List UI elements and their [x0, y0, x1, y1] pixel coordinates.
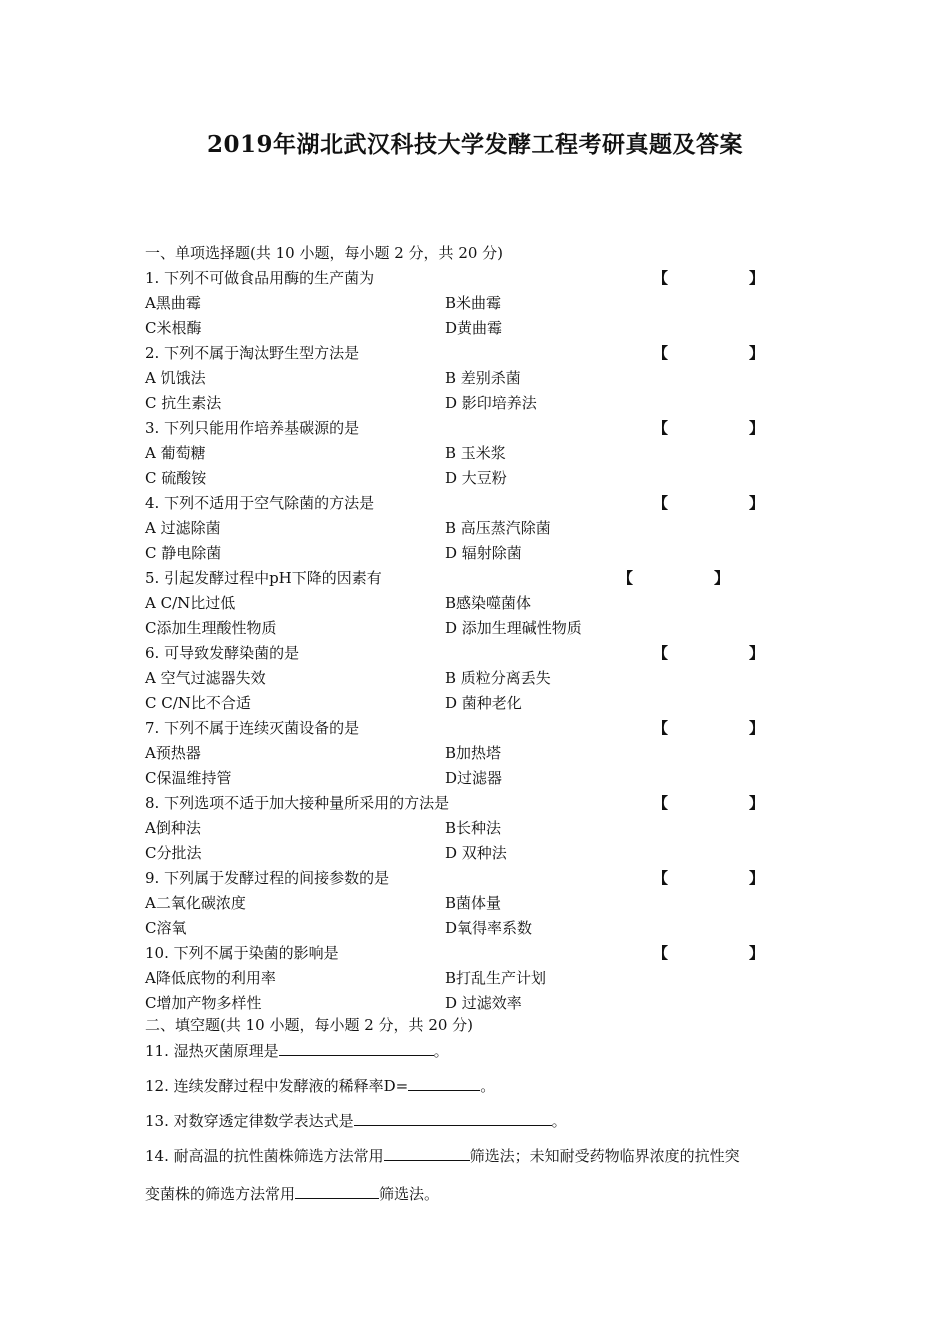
answer-blank[interactable]	[408, 1075, 480, 1091]
option-b: B感染噬菌体	[445, 594, 532, 612]
answer-bracket-left: 【	[653, 494, 669, 512]
option-c: C增加产物多样性	[145, 994, 262, 1012]
answer-blank[interactable]	[295, 1183, 379, 1199]
answer-bracket-right: 】	[749, 344, 765, 362]
question-text: 14. 耐高温的抗性菌株筛选方法常用	[145, 1147, 384, 1165]
answer-slot[interactable]	[671, 493, 747, 513]
option-a: A黑曲霉	[145, 294, 201, 312]
option-d: D 辐射除菌	[445, 544, 522, 562]
question-stem: 1. 下列不可做食品用酶的生产菌为	[145, 269, 375, 287]
question-stem: 7. 下列不属于连续灭菌设备的是	[145, 719, 360, 737]
answer-slot[interactable]	[671, 943, 747, 963]
option-c: C分批法	[145, 844, 202, 862]
question-stem: 2. 下列不属于淘汰野生型方法是	[145, 344, 360, 362]
answer-slot[interactable]	[671, 868, 747, 888]
option-c: C C/N比不合适	[145, 694, 251, 712]
question-text: 变菌株的筛选方法常用	[145, 1185, 296, 1203]
option-a: A 过滤除菌	[145, 519, 221, 537]
option-b: B 差别杀菌	[445, 369, 521, 387]
option-a: A C/N比过低	[145, 594, 236, 612]
option-c: C保温维持管	[145, 769, 232, 787]
answer-slot[interactable]	[671, 793, 747, 813]
option-d: D 双种法	[445, 844, 507, 862]
question-text: 12. 连续发酵过程中发酵液的稀释率D=	[145, 1077, 409, 1095]
option-b: B加热塔	[445, 744, 502, 762]
answer-bracket-left: 【	[653, 944, 669, 962]
option-c: C添加生理酸性物质	[145, 619, 277, 637]
option-c: C溶氧	[145, 919, 187, 937]
option-a: A降低底物的利用率	[145, 969, 276, 987]
section-heading-fill: 二、填空题(共 10 小题，每小题 2 分，共 20 分)	[145, 1016, 474, 1034]
answer-bracket-right: 】	[749, 419, 765, 437]
answer-bracket-right: 】	[749, 944, 765, 962]
question-stem: 5. 引起发酵过程中pH下降的因素有	[145, 569, 382, 587]
option-c: C 抗生素法	[145, 394, 222, 412]
option-d: D 影印培养法	[445, 394, 537, 412]
option-d: D过滤器	[445, 769, 503, 787]
option-a: A倒种法	[145, 819, 201, 837]
option-b: B 质粒分离丢失	[445, 669, 551, 687]
question-stem: 9. 下列属于发酵过程的间接参数的是	[145, 869, 390, 887]
question-text: 13. 对数穿透定律数学表达式是	[145, 1112, 354, 1130]
answer-bracket-right: 】	[749, 644, 765, 662]
option-a: A预热器	[145, 744, 201, 762]
answer-slot[interactable]	[636, 568, 712, 588]
answer-bracket-left: 【	[653, 869, 669, 887]
answer-bracket-left: 【	[653, 794, 669, 812]
answer-bracket-left: 【	[653, 719, 669, 737]
page-title: 2019年湖北武汉科技大学发酵工程考研真题及答案	[206, 131, 743, 158]
section-heading-choice: 一、单项选择题(共 10 小题，每小题 2 分，共 20 分)	[145, 244, 504, 262]
option-c: C 硫酸铵	[145, 469, 207, 487]
question-text: 11. 湿热灭菌原理是	[145, 1042, 279, 1060]
option-d: D氧得率系数	[445, 919, 533, 937]
option-b: B米曲霉	[445, 294, 502, 312]
answer-bracket-left: 【	[653, 269, 669, 287]
question-stem: 3. 下列只能用作培养基碳源的是	[145, 419, 360, 437]
answer-bracket-left: 【	[653, 344, 669, 362]
answer-slot[interactable]	[671, 718, 747, 738]
answer-bracket-right: 】	[749, 269, 765, 287]
option-d: D 添加生理碱性物质	[445, 619, 582, 637]
option-b: B 高压蒸汽除菌	[445, 519, 551, 537]
question-text: 。	[433, 1042, 449, 1060]
answer-bracket-left: 【	[653, 419, 669, 437]
answer-bracket-right: 】	[749, 494, 765, 512]
question-text: 筛选法；未知耐受药物临界浓度的抗性突	[469, 1147, 740, 1165]
answer-bracket-right: 】	[749, 719, 765, 737]
option-b: B菌体量	[445, 894, 502, 912]
answer-bracket-right: 】	[714, 569, 730, 587]
option-d: D 大豆粉	[445, 469, 507, 487]
question-text: 。	[480, 1077, 496, 1095]
option-a: A二氧化碳浓度	[145, 894, 246, 912]
option-b: B打乱生产计划	[445, 969, 547, 987]
question-text: 筛选法。	[379, 1185, 440, 1203]
answer-bracket-right: 】	[749, 794, 765, 812]
answer-slot[interactable]	[671, 268, 747, 288]
fill-question-12	[145, 1075, 495, 1096]
option-d: D 过滤效率	[445, 994, 522, 1012]
option-b: B长种法	[445, 819, 502, 837]
option-d: D 菌种老化	[445, 694, 522, 712]
answer-slot[interactable]	[671, 418, 747, 438]
fill-question-13	[145, 1110, 567, 1131]
option-d: D黄曲霉	[445, 319, 503, 337]
option-c: C 静电除菌	[145, 544, 222, 562]
fill-question-14	[145, 1145, 740, 1166]
option-a: A 饥饿法	[145, 369, 206, 387]
answer-blank[interactable]	[354, 1110, 552, 1126]
answer-slot[interactable]	[671, 643, 747, 663]
option-b: B 玉米浆	[445, 444, 506, 462]
answer-bracket-left: 【	[653, 644, 669, 662]
question-stem: 4. 下列不适用于空气除菌的方法是	[145, 494, 375, 512]
question-stem: 6. 可导致发酵染菌的是	[145, 644, 300, 662]
answer-slot[interactable]	[671, 343, 747, 363]
option-a: A 葡萄糖	[145, 444, 206, 462]
option-a: A 空气过滤器失效	[145, 669, 266, 687]
answer-blank[interactable]	[279, 1040, 434, 1056]
answer-bracket-left: 【	[618, 569, 634, 587]
option-c: C米根酶	[145, 319, 202, 337]
fill-question-14-continued	[145, 1183, 439, 1204]
fill-question-11	[145, 1040, 449, 1061]
answer-blank[interactable]	[384, 1145, 470, 1161]
question-text: 。	[551, 1112, 567, 1130]
answer-bracket-right: 】	[749, 869, 765, 887]
question-stem: 8. 下列选项不适于加大接种量所采用的方法是	[145, 794, 450, 812]
question-stem: 10. 下列不属于染菌的影响是	[145, 944, 339, 962]
